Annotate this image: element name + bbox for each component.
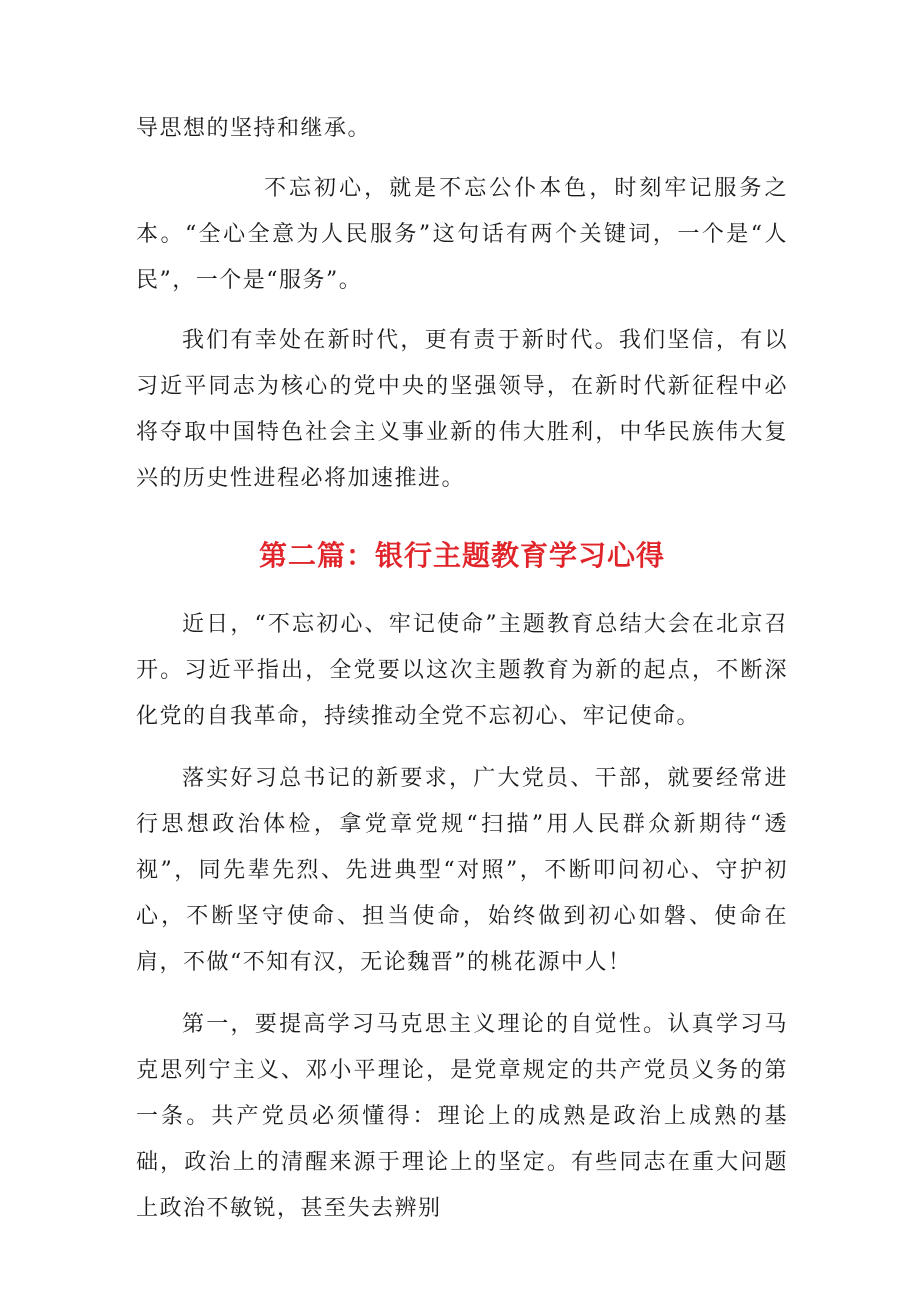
section-title: 第二篇：银行主题教育学习心得 bbox=[258, 539, 665, 572]
paragraph-new-requirements: 落实好习总书记的新要求，广大党员、干部，就要经常进行思想政治体检，拿党章党规“扫描”用人民群众新期待“透视”，同先辈先烈、先进典型“对照”，不断叩问初心、守护初心，不断坚守使命、担当使命，始终做到初心如磐、使命在肩，不做“不知有汉，无论魏晋”的桃花源中人！ bbox=[136, 766, 788, 975]
paragraph-summary-meeting: 近日，“不忘初心、牢记使命”主题教育总结大会在北京召开。习近平指出，全党要以这次主题教育为新的起点，不断深化党的自我革命，持续推动全党不忘初心、牢记使命。 bbox=[136, 612, 788, 729]
paragraph-new-era: 我们有幸处在新时代，更有责于新时代。我们坚信，有以习近平同志为核心的党中央的坚强领导，在新时代新征程中必将夺取中国特色社会主义事业新的伟大胜利，中华民族伟大复兴的历史性进程必将加速推进。 bbox=[136, 328, 788, 491]
paragraph-first-point: 第一，要提高学习马克思主义理论的自觉性。认真学习马克思列宁主义、邓小平理论，是党章规定的共产党员义务的第一条。共产党员必须懂得：理论上的成熟是政治上成熟的基础，政治上的清醒来源于理论上的坚定。有些同志在重大问题上政治不敏锐，甚至失去辨别 bbox=[136, 1012, 788, 1221]
paragraph-initial-heart: 不忘初心，就是不忘公仆本色，时刻牢记服务之本。“全心全意为人民服务”这句话有两个关键词，一个是“人民”，一个是“服务”。 bbox=[136, 176, 788, 293]
paragraph-continuation: 导思想的坚持和继承。 bbox=[136, 116, 372, 141]
